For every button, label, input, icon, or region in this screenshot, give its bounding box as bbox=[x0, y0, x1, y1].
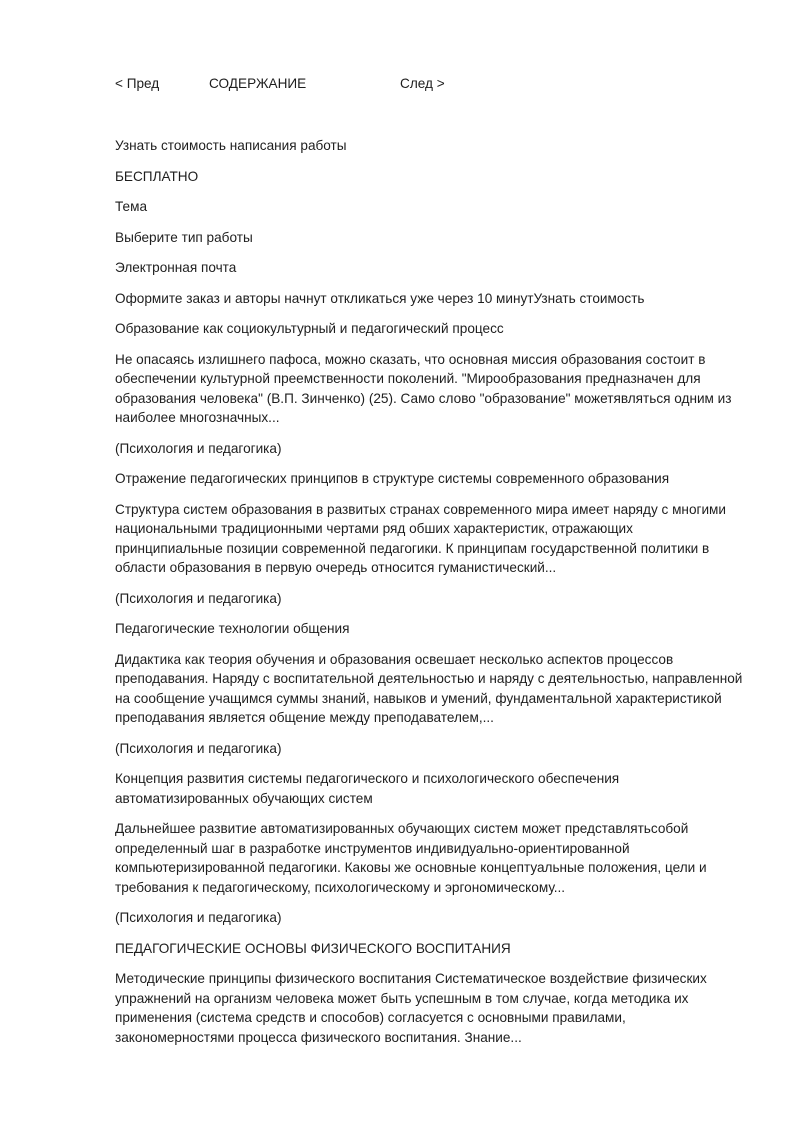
order-cta[interactable]: Оформите заказ и авторы начнут откликаться уже через 10 минутУзнать стоимость bbox=[115, 290, 645, 306]
article-category: (Психология и педагогика) bbox=[115, 440, 282, 456]
article-category: (Психология и педагогика) bbox=[115, 590, 282, 606]
main-content bbox=[115, 136, 743, 1058]
article-title[interactable]: Концепция развития системы педагогического и психологического обеспечения автоматизированных обучающих систем bbox=[115, 771, 620, 806]
topic-field[interactable]: Тема bbox=[115, 199, 148, 214]
article-excerpt: Дидактика как теория обучения и образования освешает несколько аспектов процессов преподавания. Наряду с воспитательной деятельностью и наряду с деятельностью, направленной на сообщение учащимся суммы знаний, навыков и умений, фундаментальной характеристикой преподавания является общение между преподавателем,... bbox=[115, 651, 743, 725]
promo-free-label: БЕСПЛАТНО bbox=[115, 168, 199, 184]
prev-link[interactable]: < Пред bbox=[115, 76, 160, 91]
work-type-select[interactable]: Выберите тип работы bbox=[115, 229, 253, 245]
article-title[interactable]: Образование как социокультурный и педагогический процесс bbox=[115, 321, 504, 336]
article-excerpt: Не опасаясь излишнего пафоса, можно сказать, что основная миссия образования состоит в обеспечении культурной преемственности поколений. "Мирообразования предназначен для образования человека" (В.П. Зинченко) (25). Само слово "образование" можетявляться одним из наиболее многозначных... bbox=[115, 351, 732, 425]
article-category: (Психология и педагогика) bbox=[115, 910, 282, 925]
pagination-nav bbox=[115, 76, 715, 96]
promo-heading: Узнать стоимость написания работы bbox=[115, 138, 347, 153]
next-link[interactable]: След > bbox=[400, 76, 445, 91]
article-title[interactable]: Педагогические технологии общения bbox=[115, 621, 350, 636]
article-title[interactable]: ПЕДАГОГИЧЕСКИЕ ОСНОВЫ ФИЗИЧЕСКОГО ВОСПИТАНИЯ bbox=[115, 940, 511, 956]
article-excerpt: Структура систем образования в развитых странах современного мира имеет наряду с многими национальными традиционными чертами ряд обших характеристик, отражающих принципиальные позиции современной педагогики. К принципам государственной политики в области образования в первую очередь относится гуманистический... bbox=[115, 501, 726, 575]
email-field[interactable]: Электронная почта bbox=[115, 260, 237, 275]
article-title[interactable]: Отражение педагогических принципов в структуре системы современного образования bbox=[115, 471, 670, 486]
article-excerpt: Методические принципы физического воспитания Систематическое воздействие физических упражнений на организм человека может быть успешным в том случае, когда методика их применения (система средств и способов) согласуется с основными правилами, закономерностями процесса физического воспитания. Знание... bbox=[115, 971, 707, 1045]
article-excerpt: Дальнейшее развитие автоматизированных обучающих систем может представлятьсобой определенный шаг в разработке инструментов индивидуально-ориентированной компьютеризированной педагогики. Каковы же основные концептуальные положения, цели и требования к педагогическому, психологическому и эргономическому... bbox=[115, 821, 707, 895]
article-category: (Психология и педагогика) bbox=[115, 740, 282, 756]
table-of-contents-link[interactable]: СОДЕРЖАНИЕ bbox=[209, 76, 307, 91]
